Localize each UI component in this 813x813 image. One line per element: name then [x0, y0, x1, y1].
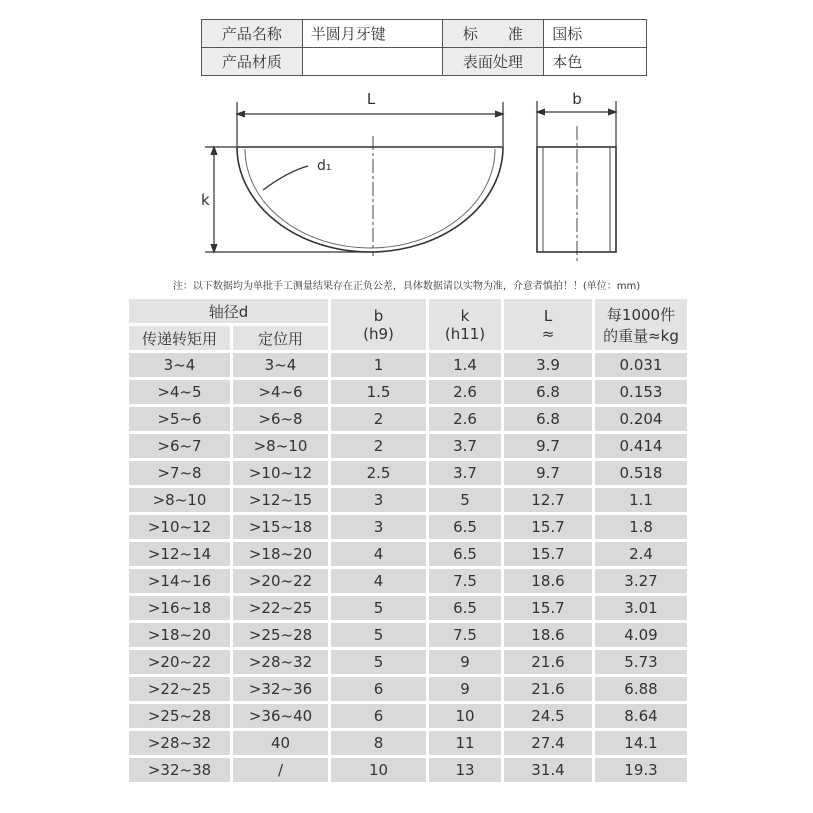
- cell-position: >6~8: [233, 407, 328, 431]
- cell-torque: 3~4: [129, 353, 230, 377]
- cell-weight: 1.1: [595, 488, 687, 512]
- table-row: [129, 380, 687, 404]
- spec-table: [201, 19, 647, 76]
- table-row: [129, 569, 687, 593]
- cell-position: >10~12: [233, 461, 328, 485]
- cell-L: 9.7: [504, 461, 592, 485]
- cell-weight: 0.031: [595, 353, 687, 377]
- weight-header-sub: 的重量≈kg: [603, 326, 679, 345]
- cell-torque: >5~6: [129, 407, 230, 431]
- standard-label: 标 准: [442, 20, 544, 48]
- product-name-value: 半圆月牙键: [302, 20, 442, 48]
- position-header: 定位用: [233, 326, 328, 350]
- product-name-label: 产品名称: [202, 20, 303, 48]
- cell-position: >15~18: [233, 515, 328, 539]
- cell-weight: 0.204: [595, 407, 687, 431]
- cell-L: 21.6: [504, 677, 592, 701]
- standard-value: 国标: [544, 20, 647, 48]
- cell-b: 8: [331, 731, 426, 755]
- b-header-label: b: [373, 306, 384, 325]
- cell-position: >36~40: [233, 704, 328, 728]
- cell-L: 18.6: [504, 569, 592, 593]
- table-row: [129, 434, 687, 458]
- cell-torque: >8~10: [129, 488, 230, 512]
- cell-b: 1: [331, 353, 426, 377]
- cell-torque: >28~32: [129, 731, 230, 755]
- table-row: [129, 407, 687, 431]
- cell-k: 7.5: [429, 623, 501, 647]
- cell-position: >28~32: [233, 650, 328, 674]
- cell-b: 5: [331, 623, 426, 647]
- cell-b: 2.5: [331, 461, 426, 485]
- cell-k: 6.5: [429, 515, 501, 539]
- cell-weight: 8.64: [595, 704, 687, 728]
- cell-L: 15.7: [504, 515, 592, 539]
- cell-torque: >22~25: [129, 677, 230, 701]
- k-header-label: k: [460, 306, 470, 325]
- cell-b: 1.5: [331, 380, 426, 404]
- cell-b: 4: [331, 542, 426, 566]
- cell-L: 15.7: [504, 596, 592, 620]
- material-label: 产品材质: [202, 48, 303, 76]
- table-row: [129, 623, 687, 647]
- cell-weight: 0.414: [595, 434, 687, 458]
- cell-k: 9: [429, 650, 501, 674]
- cell-k: 3.7: [429, 434, 501, 458]
- cell-b: 5: [331, 650, 426, 674]
- cell-L: 18.6: [504, 623, 592, 647]
- weight-header: [595, 299, 687, 350]
- cell-L: 3.9: [504, 353, 592, 377]
- L-header-label: L: [543, 306, 553, 325]
- k-header-sub: (h11): [444, 324, 486, 343]
- cell-k: 5: [429, 488, 501, 512]
- L-header: [504, 299, 592, 350]
- cell-L: 21.6: [504, 650, 592, 674]
- cell-L: 12.7: [504, 488, 592, 512]
- cell-torque: >4~5: [129, 380, 230, 404]
- cell-torque: >10~12: [129, 515, 230, 539]
- table-body: [129, 353, 687, 782]
- cell-position: 40: [233, 731, 328, 755]
- cell-torque: >18~20: [129, 623, 230, 647]
- cell-b: 3: [331, 488, 426, 512]
- cell-L: 24.5: [504, 704, 592, 728]
- table-row: [129, 596, 687, 620]
- k-label: k: [201, 191, 210, 209]
- table-row: [129, 461, 687, 485]
- cell-weight: 2.4: [595, 542, 687, 566]
- cell-k: 2.6: [429, 407, 501, 431]
- cell-torque: >6~7: [129, 434, 230, 458]
- cell-weight: 0.153: [595, 380, 687, 404]
- cell-weight: 3.27: [595, 569, 687, 593]
- L-label: L: [366, 90, 376, 108]
- table-row: [129, 515, 687, 539]
- cell-weight: 5.73: [595, 650, 687, 674]
- d1-label: d₁: [317, 158, 332, 174]
- cell-k: 9: [429, 677, 501, 701]
- cell-k: 10: [429, 704, 501, 728]
- weight-header-label: 每1000件: [606, 305, 676, 324]
- cell-b: 3: [331, 515, 426, 539]
- b-header: [331, 299, 426, 350]
- b-label: b: [572, 90, 582, 108]
- woodruff-key-drawing: [195, 86, 635, 261]
- cell-position: >4~6: [233, 380, 328, 404]
- cell-L: 6.8: [504, 407, 592, 431]
- cell-b: 4: [331, 569, 426, 593]
- k-header: [429, 299, 501, 350]
- cell-weight: 3.01: [595, 596, 687, 620]
- cell-k: 7.5: [429, 569, 501, 593]
- L-header-sub: ≈: [541, 324, 555, 343]
- cell-b: 6: [331, 677, 426, 701]
- cell-position: >18~20: [233, 542, 328, 566]
- cell-L: 15.7: [504, 542, 592, 566]
- cell-position: >25~28: [233, 623, 328, 647]
- surface-label: 表面处理: [442, 48, 544, 76]
- cell-k: 1.4: [429, 353, 501, 377]
- cell-b: 5: [331, 596, 426, 620]
- cell-L: 31.4: [504, 758, 592, 782]
- cell-position: >22~25: [233, 596, 328, 620]
- cell-b: 6: [331, 704, 426, 728]
- table-row: [129, 650, 687, 674]
- measurement-note: 注：以下数据均为单批手工测量结果存在正负公差，具体数据请以实物为准，介意者慎拍！！(单位：mm): [172, 281, 641, 292]
- torque-header: 传递转矩用: [129, 326, 230, 350]
- cell-torque: >16~18: [129, 596, 230, 620]
- material-value: [302, 48, 442, 76]
- table-row: [129, 677, 687, 701]
- cell-weight: 6.88: [595, 677, 687, 701]
- cell-torque: >14~16: [129, 569, 230, 593]
- cell-position: 3~4: [233, 353, 328, 377]
- cell-weight: 0.518: [595, 461, 687, 485]
- table-row: [129, 731, 687, 755]
- cell-k: 13: [429, 758, 501, 782]
- cell-k: 2.6: [429, 380, 501, 404]
- cell-torque: >25~28: [129, 704, 230, 728]
- cell-torque: >12~14: [129, 542, 230, 566]
- cell-position: >32~36: [233, 677, 328, 701]
- cell-weight: 1.8: [595, 515, 687, 539]
- cell-position: >12~15: [233, 488, 328, 512]
- cell-b: 10: [331, 758, 426, 782]
- cell-position: /: [233, 758, 328, 782]
- cell-position: >20~22: [233, 569, 328, 593]
- cell-k: 3.7: [429, 461, 501, 485]
- cell-weight: 14.1: [595, 731, 687, 755]
- shaft-diameter-header: 轴径d: [129, 299, 328, 323]
- cell-L: 6.8: [504, 380, 592, 404]
- cell-weight: 4.09: [595, 623, 687, 647]
- cell-k: 6.5: [429, 596, 501, 620]
- table-row: [129, 542, 687, 566]
- b-header-sub: (h9): [363, 324, 394, 343]
- cell-torque: >7~8: [129, 461, 230, 485]
- cell-b: 2: [331, 407, 426, 431]
- cell-position: >8~10: [233, 434, 328, 458]
- cell-torque: >32~38: [129, 758, 230, 782]
- cell-k: 6.5: [429, 542, 501, 566]
- cell-weight: 19.3: [595, 758, 687, 782]
- cell-k: 11: [429, 731, 501, 755]
- cell-L: 9.7: [504, 434, 592, 458]
- table-row: [129, 353, 687, 377]
- cell-b: 2: [331, 434, 426, 458]
- surface-value: 本色: [544, 48, 647, 76]
- cell-L: 27.4: [504, 731, 592, 755]
- dimension-table: [126, 296, 690, 785]
- cell-torque: >20~22: [129, 650, 230, 674]
- table-row: [129, 488, 687, 512]
- table-row: [129, 758, 687, 782]
- table-row: [129, 704, 687, 728]
